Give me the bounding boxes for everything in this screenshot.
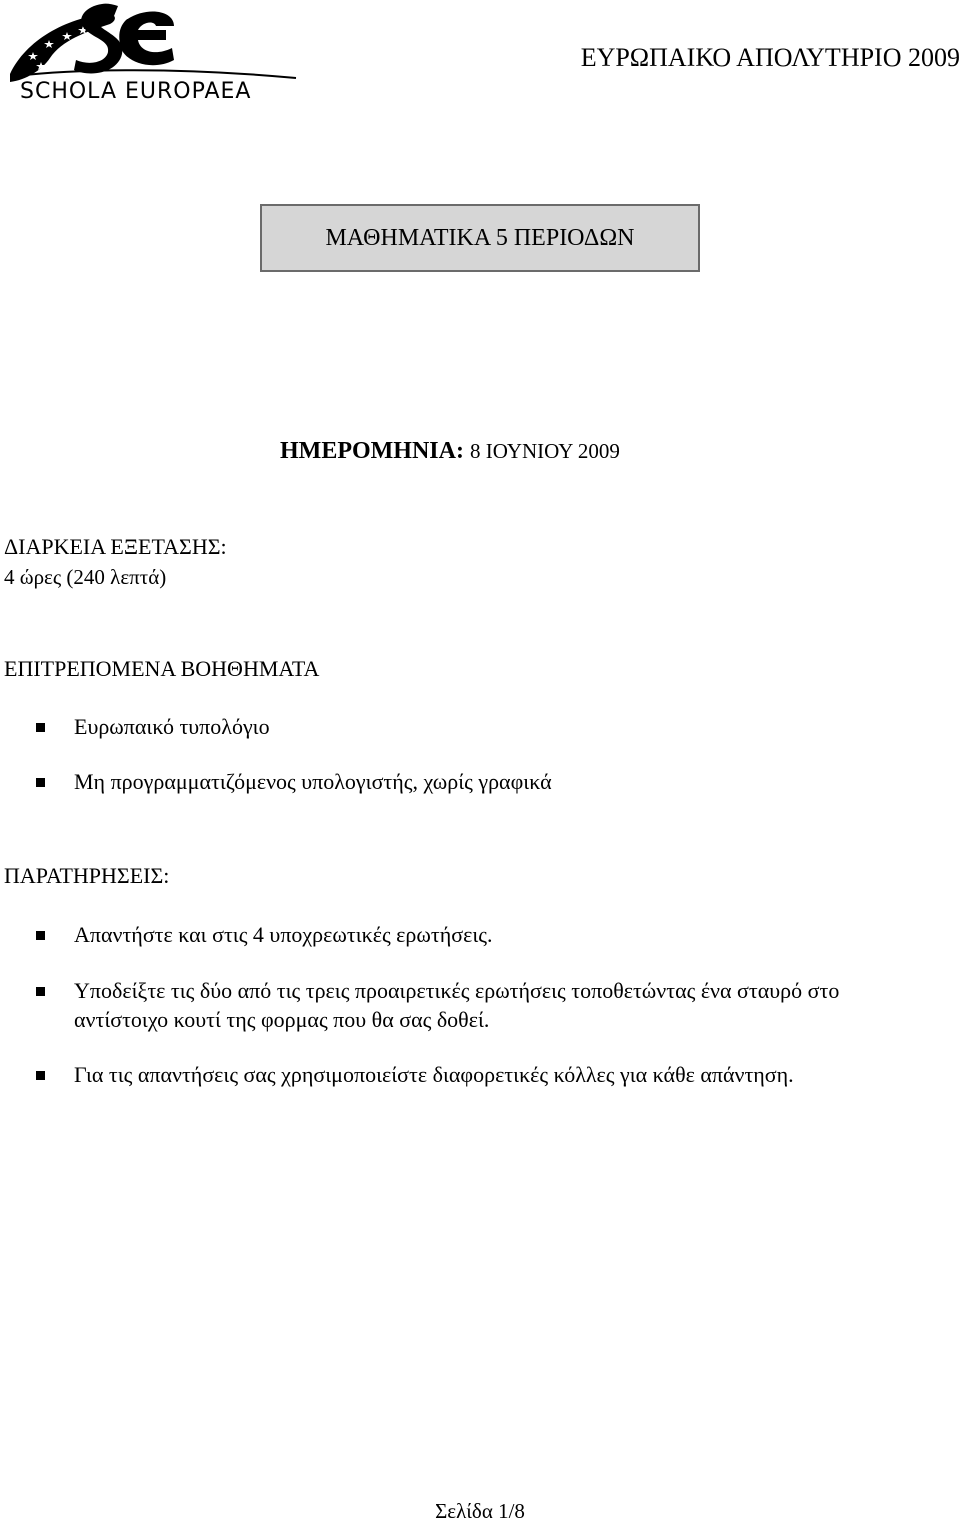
bullet-icon xyxy=(36,987,45,996)
subject-box xyxy=(260,204,700,272)
logo-graphic xyxy=(6,0,302,104)
bullet-icon xyxy=(36,778,45,787)
date-line xyxy=(280,434,620,468)
date-label: ΗΜΕΡΟΜΗΝΙΑ: xyxy=(280,438,464,464)
aids-item: Ευρωπαικό τυπολόγιο xyxy=(74,714,270,739)
schola-europaea-logo xyxy=(6,0,302,104)
remarks-item: Απαντήστε και στις 4 υποχρεωτικές ερωτήσεις. xyxy=(74,922,493,947)
duration-label: ΔΙΑΡΚΕΙΑ ΕΞΕΤΑΣΗΣ: xyxy=(4,534,227,559)
bullet-icon xyxy=(36,723,45,732)
aids-heading: ΕΠΙΤΡΕΠΟΜΕΝΑ ΒΟΗΘΗΜΑΤΑ xyxy=(4,656,320,681)
logo-text: SCHOLA EUROPAEA xyxy=(20,79,252,104)
remarks-item-continuation: αντίστοιχο κουτί της φορμας που θα σας δοθεί. xyxy=(74,1007,490,1032)
subject-title: ΜΑΘΗΜΑΤΙΚΑ 5 ΠΕΡΙΟΔΩΝ xyxy=(325,224,635,251)
aids-item: Μη προγραμματιζόμενος υπολογιστής, χωρίς γραφικά xyxy=(74,769,552,794)
remarks-item: Για τις απαντήσεις σας χρησιμοποιείστε διαφορετικές κόλλες για κάθε απάντηση. xyxy=(74,1062,794,1087)
page-number: Σελίδα 1/8 xyxy=(435,1499,525,1523)
remarks-heading: ΠΑΡΑΤΗΡΗΣΕΙΣ: xyxy=(4,863,170,888)
bullet-icon xyxy=(36,1071,45,1080)
duration-value: 4 ώρες (240 λεπτά) xyxy=(4,565,167,589)
date-value: 8 ΙΟΥΝΙΟΥ 2009 xyxy=(469,439,620,463)
bullet-icon xyxy=(36,931,45,940)
remarks-item: Υποδείξτε τις δύο από τις τρεις προαιρετικές ερωτήσεις τοποθετώντας ένα σταυρό στο xyxy=(74,978,840,1003)
exam-title: ΕΥΡΩΠΑΙΚΟ ΑΠΟΛΥΤΗΡΙΟ 2009 xyxy=(580,43,960,72)
